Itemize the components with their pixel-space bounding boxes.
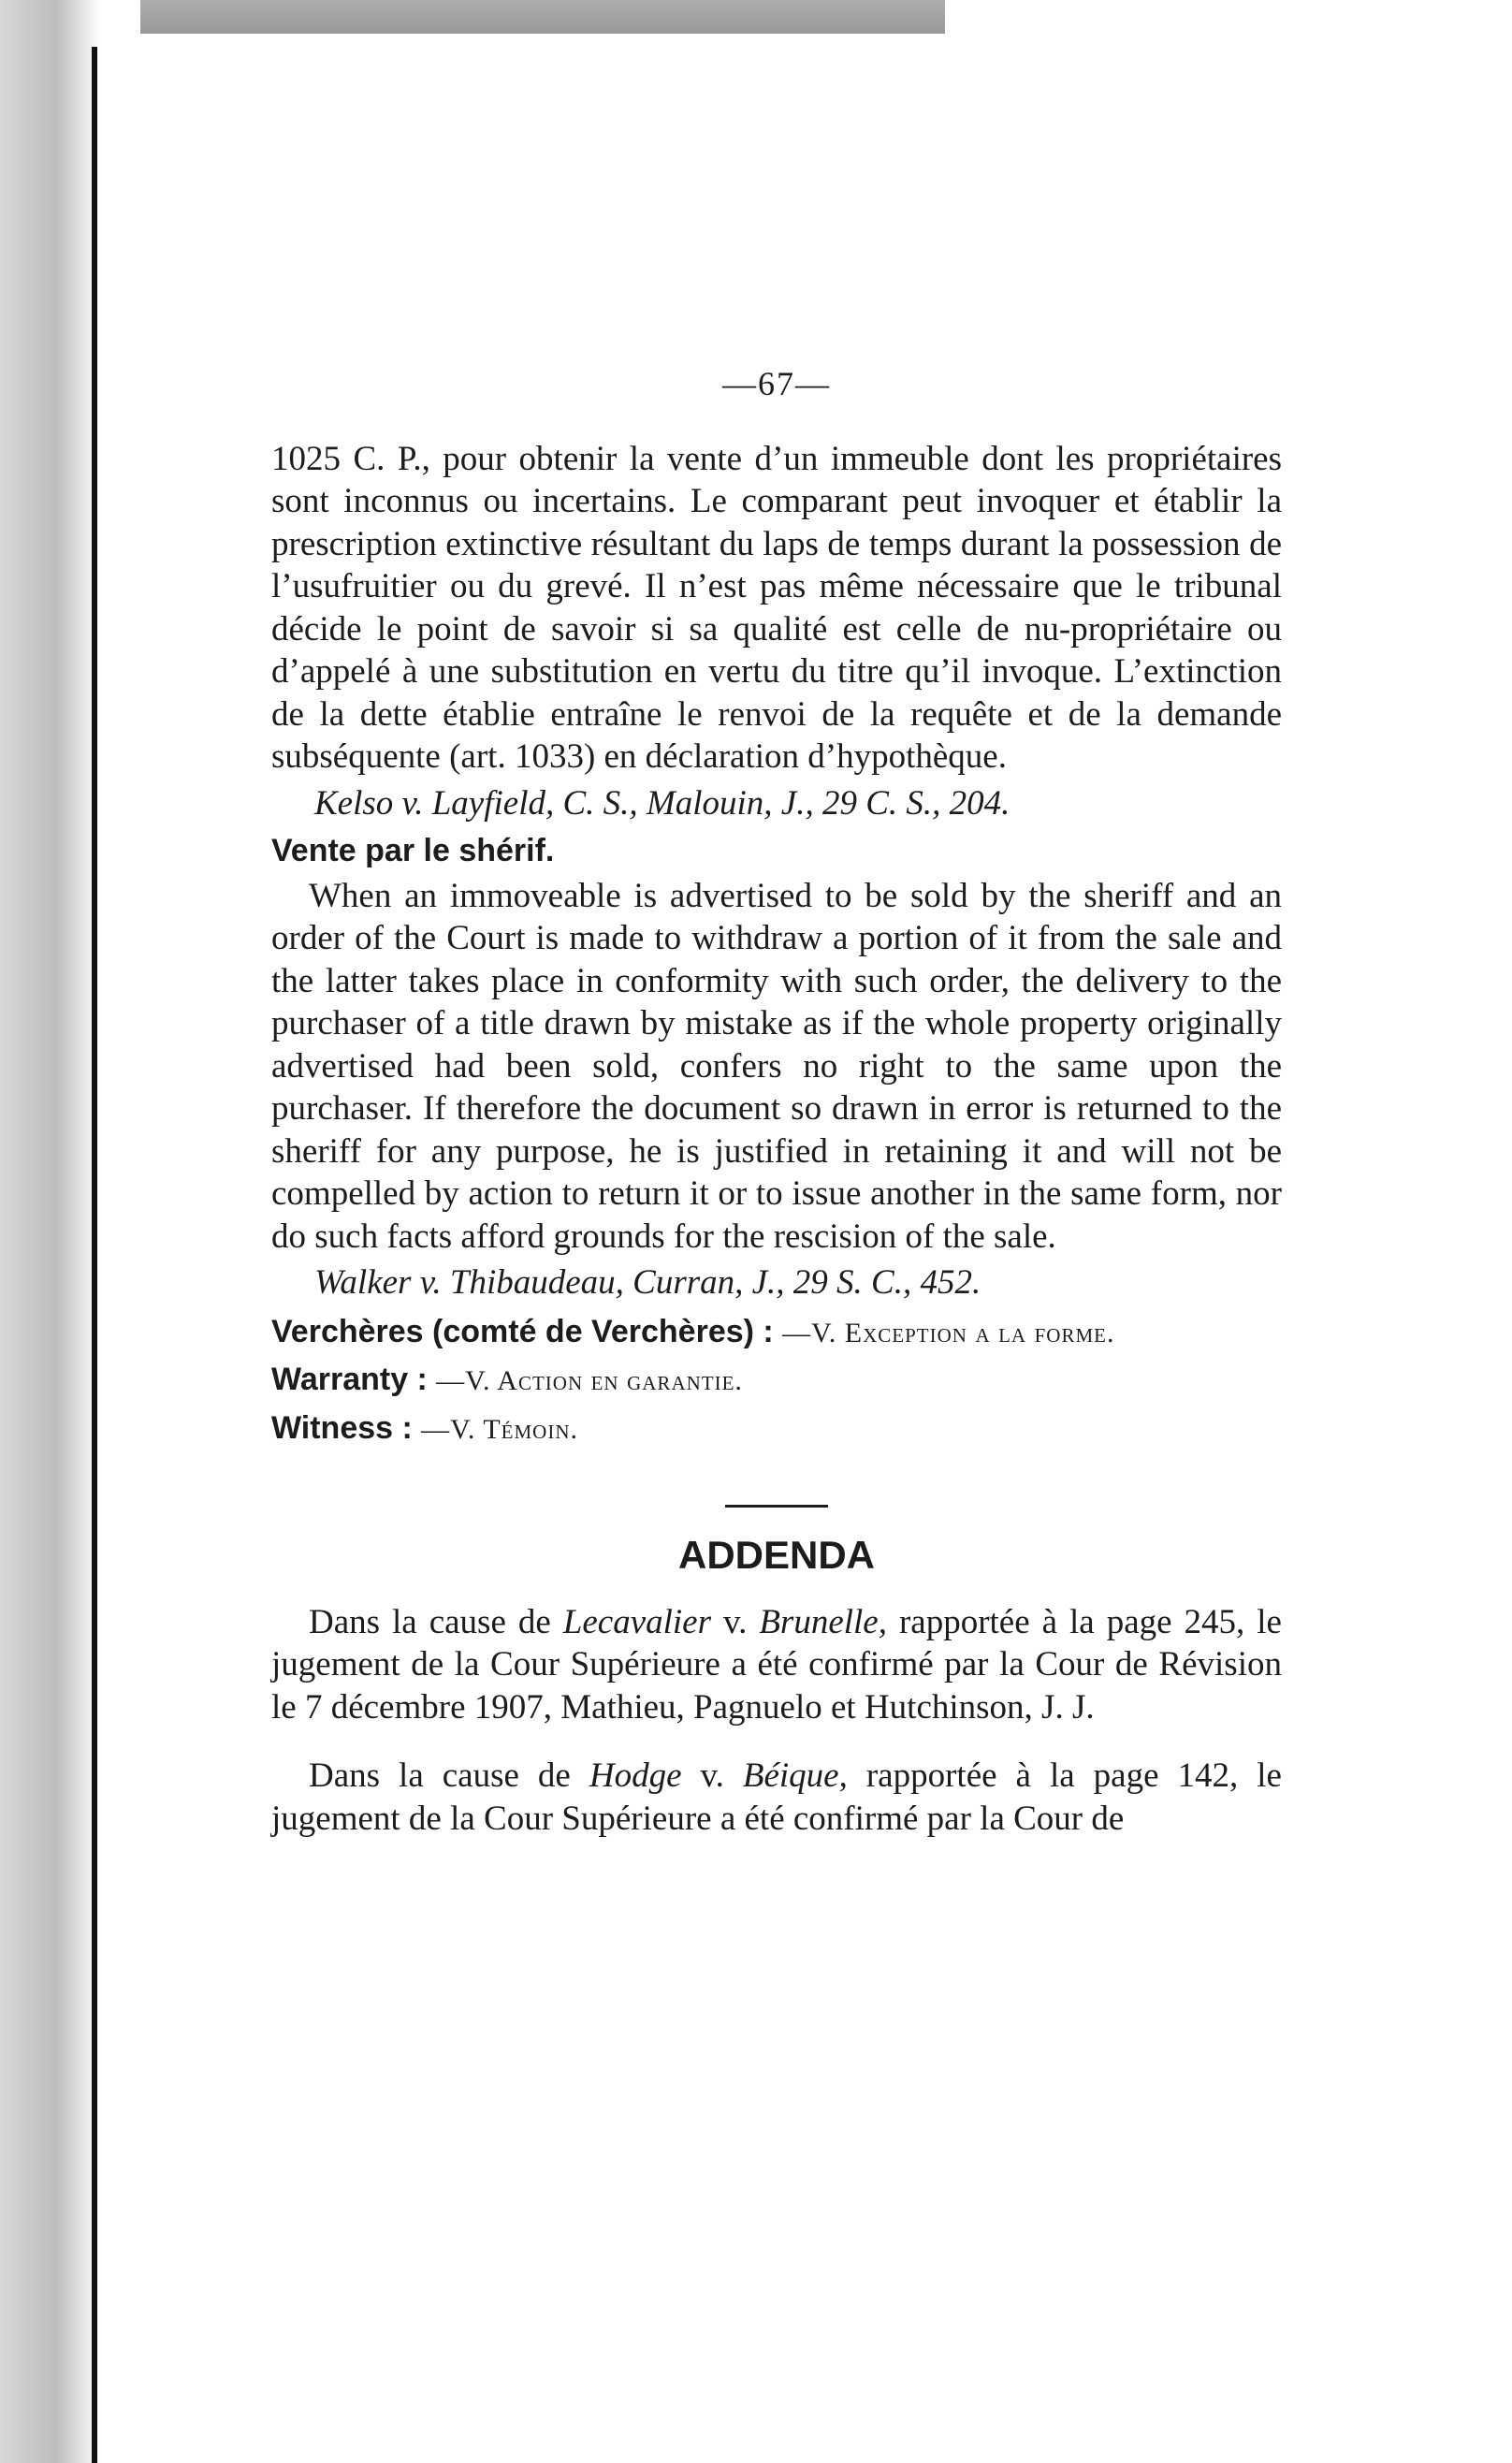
addenda-paragraph-lecavalier xyxy=(271,1601,1282,1729)
citation-walker: Walker v. Thibaudeau, Curran, J., 29 S. C., 452. xyxy=(314,1263,981,1302)
text-run: Dans la cause de xyxy=(309,1756,589,1795)
page-binding-edge xyxy=(0,0,101,2463)
left-margin-rule xyxy=(92,47,97,2463)
xref-warranty xyxy=(271,1358,1282,1403)
xref-term: Verchères (comté de Verchères) : xyxy=(271,1313,774,1349)
xref-vercheres xyxy=(271,1310,1282,1355)
xref-witness xyxy=(271,1406,1282,1451)
heading-vente-par-le-sherif: Vente par le shérif. xyxy=(271,833,555,868)
citation-kelso: Kelso v. Layfield, C. S., Malouin, J., 29 C. S., 204. xyxy=(314,783,1010,823)
xref-term: Witness : xyxy=(271,1409,413,1446)
top-scan-strip xyxy=(140,0,945,34)
party-name: Brunelle, xyxy=(759,1602,887,1641)
paragraph-sheriff-sale: When an immoveable is advertised to be sold by the sheriff and an order of the Court is made to withdraw a portion of it from the sale and the latter takes place in conformity with such order, the delivery to the purchaser of a title drawn by mistake as if the whole property originally advertised had been sold, confers no right to the same upon the purchaser. If therefore the document so drawn in error is returned to the sheriff for any purpose, he is justified in retaining it and will not be compelled by action to return it or to issue another in the same form, nor do such facts afford grounds for the rescision of the sale. xyxy=(271,876,1282,1256)
text-run: rapportée à la page 142, le jugement de la Cour Supérieure a été confirmé par la Cour de xyxy=(271,1756,1282,1838)
party-name: Béique, xyxy=(742,1756,848,1795)
party-name: Lecavalier xyxy=(562,1602,711,1641)
text-run: v. xyxy=(681,1756,743,1795)
xref-target: —V. Action en garantie. xyxy=(436,1365,743,1396)
xref-target: —V. Témoin. xyxy=(421,1413,578,1445)
addenda-title: ADDENDA xyxy=(678,1533,875,1577)
xref-term: Warranty : xyxy=(271,1362,428,1397)
document-page xyxy=(271,363,1282,1840)
text-run: rapportée à la page 245, le jugement de la Cour Supérieure a été confirmé par la Cour de Révision le 7 décembre 1907, Mathieu, Pagnuelo et Hutchinson, J. J. xyxy=(271,1602,1282,1727)
addenda-paragraph-hodge xyxy=(271,1755,1282,1840)
party-name: Hodge xyxy=(589,1756,682,1795)
section-divider xyxy=(725,1505,828,1508)
text-run: v. xyxy=(711,1602,760,1641)
text-run: Dans la cause de xyxy=(309,1602,563,1641)
xref-target: —V. Exception a la forme. xyxy=(781,1317,1115,1348)
page-number: —67— xyxy=(722,365,831,402)
paragraph-prescription: 1025 C. P., pour obtenir la vente d’un immeuble dont les propriétaires sont inconnus ou incertains. Le comparant peut invoquer et établir la prescription extinctive résultant du laps de temps durant la possession de l’usufruitier ou du grevé. Il n’est pas même nécessaire que le tribunal décide le point de savoir si sa qualité est celle de nu-propriétaire ou d’appelé à une substitution en vertu du titre qu’il invoque. L’extinction de la dette établie entraîne le renvoi de la requête et de la demande subséquente (art. 1033) en déclaration d’hypothèque. xyxy=(271,439,1282,776)
